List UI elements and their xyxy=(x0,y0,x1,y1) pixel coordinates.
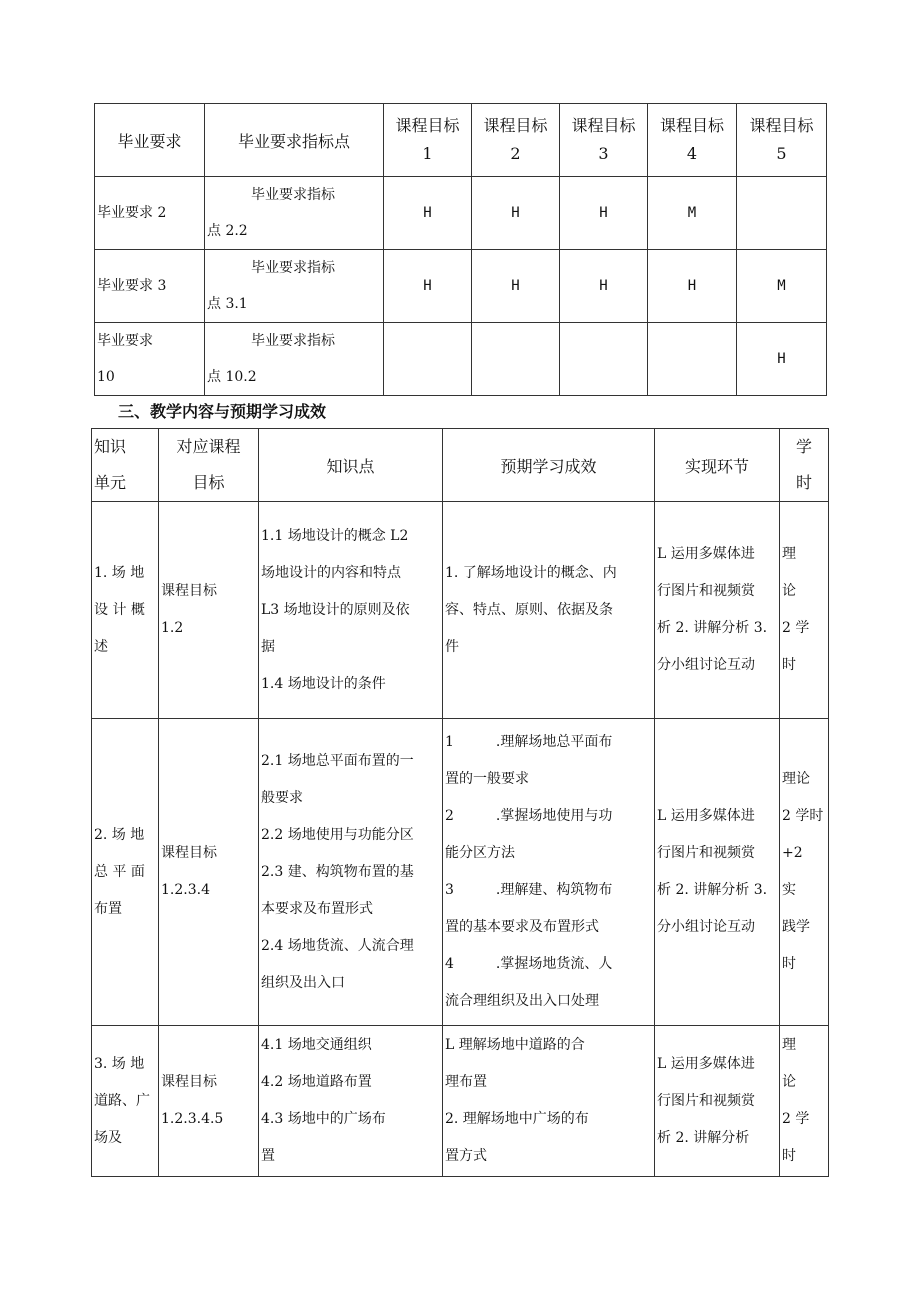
level-cell: H xyxy=(472,250,560,323)
goal-cell: 课程目标 1.2 xyxy=(159,502,259,719)
header-indicator: 毕业要求指标点 xyxy=(205,104,384,177)
header-goal-1: 课程目标 1 xyxy=(384,104,472,177)
header-requirement: 毕业要求 xyxy=(95,104,205,177)
table-row xyxy=(92,719,829,1026)
table-row xyxy=(95,177,827,250)
level-cell: H xyxy=(472,177,560,250)
level-cell: H xyxy=(384,250,472,323)
level-cell: M xyxy=(737,250,827,323)
level-cell: H xyxy=(384,177,472,250)
hours-cell: 理论 2 学时 +2 实 践学 时 xyxy=(780,719,829,1026)
goal-cell: 课程目标 1.2.3.4.5 xyxy=(159,1026,259,1177)
goal-cell: 课程目标 1.2.3.4 xyxy=(159,719,259,1026)
outcomes-cell: 1. 了解场地设计的概念、内 容、特点、原则、依据及条 件 xyxy=(443,502,655,719)
unit-cell: 1. 场 地 设 计 概 述 xyxy=(92,502,159,719)
indicator-cell: 毕业要求指标 点 10.2 xyxy=(205,323,384,396)
header-outcomes: 预期学习成效 xyxy=(443,429,655,502)
header-goal-5: 课程目标 5 xyxy=(737,104,827,177)
table-row xyxy=(95,250,827,323)
requirement-cell: 毕业要求 10 xyxy=(95,323,205,396)
level-cell xyxy=(737,177,827,250)
header-course-goal: 对应课程 目标 xyxy=(159,429,259,502)
level-cell: M xyxy=(648,177,737,250)
requirement-cell: 毕业要求 3 xyxy=(95,250,205,323)
header-unit: 知识 单元 xyxy=(92,429,159,502)
table-row xyxy=(92,502,829,719)
unit-cell: 3. 场 地 道路、广 场及 xyxy=(92,1026,159,1177)
points-cell: 1.1 场地设计的概念 L2 场地设计的内容和特点 L3 场地设计的原则及依 据 1.4 场地设计的条件 xyxy=(259,502,443,719)
table-row xyxy=(92,1026,829,1177)
section-title: 三、教学内容与预期学习成效 xyxy=(118,402,327,421)
header-goal-3: 课程目标 3 xyxy=(560,104,648,177)
level-cell: H xyxy=(560,250,648,323)
level-cell xyxy=(472,323,560,396)
level-cell: H xyxy=(648,250,737,323)
hours-cell: 理 论 2 学 时 xyxy=(780,1026,829,1177)
methods-cell: L 运用多媒体进 行图片和视频赏 析 2. 讲解分析 xyxy=(655,1026,780,1177)
header-goal-4: 课程目标 4 xyxy=(648,104,737,177)
table-header-row xyxy=(95,104,827,177)
header-methods: 实现环节 xyxy=(655,429,780,502)
outcomes-cell: 1 .理解场地总平面布 置的一般要求 2 .掌握场地使用与功 能分区方法 3 .理解建、构筑物布 置的基本要求及布置形式 4 .掌握场地货流、人 流合理组织及出入口处理 xyxy=(443,719,655,1026)
level-cell xyxy=(648,323,737,396)
header-hours: 学 时 xyxy=(780,429,829,502)
indicator-cell: 毕业要求指标 点 2.2 xyxy=(205,177,384,250)
outcomes-cell: L 理解场地中道路的合 理布置 2. 理解场地中广场的布 置方式 xyxy=(443,1026,655,1177)
level-cell: H xyxy=(560,177,648,250)
indicator-cell: 毕业要求指标 点 3.1 xyxy=(205,250,384,323)
level-cell xyxy=(560,323,648,396)
requirements-matrix-table xyxy=(94,103,827,396)
hours-cell: 理 论 2 学 时 xyxy=(780,502,829,719)
level-cell xyxy=(384,323,472,396)
header-knowledge-points: 知识点 xyxy=(259,429,443,502)
table-header-row xyxy=(92,429,829,502)
requirement-cell: 毕业要求 2 xyxy=(95,177,205,250)
header-goal-2: 课程目标 2 xyxy=(472,104,560,177)
methods-cell: L 运用多媒体进 行图片和视频赏 析 2. 讲解分析 3. 分小组讨论互动 xyxy=(655,502,780,719)
unit-cell: 2. 场 地 总 平 面 布置 xyxy=(92,719,159,1026)
level-cell: H xyxy=(737,323,827,396)
teaching-content-table xyxy=(91,428,829,1177)
points-cell: 2.1 场地总平面布置的一 般要求 2.2 场地使用与功能分区 2.3 建、构筑物布置的基 本要求及布置形式 2.4 场地货流、人流合理 组织及出入口 xyxy=(259,719,443,1026)
points-cell: 4.1 场地交通组织 4.2 场地道路布置 4.3 场地中的广场布 置 xyxy=(259,1026,443,1177)
table-row xyxy=(95,323,827,396)
methods-cell: L 运用多媒体进 行图片和视频赏 析 2. 讲解分析 3. 分小组讨论互动 xyxy=(655,719,780,1026)
